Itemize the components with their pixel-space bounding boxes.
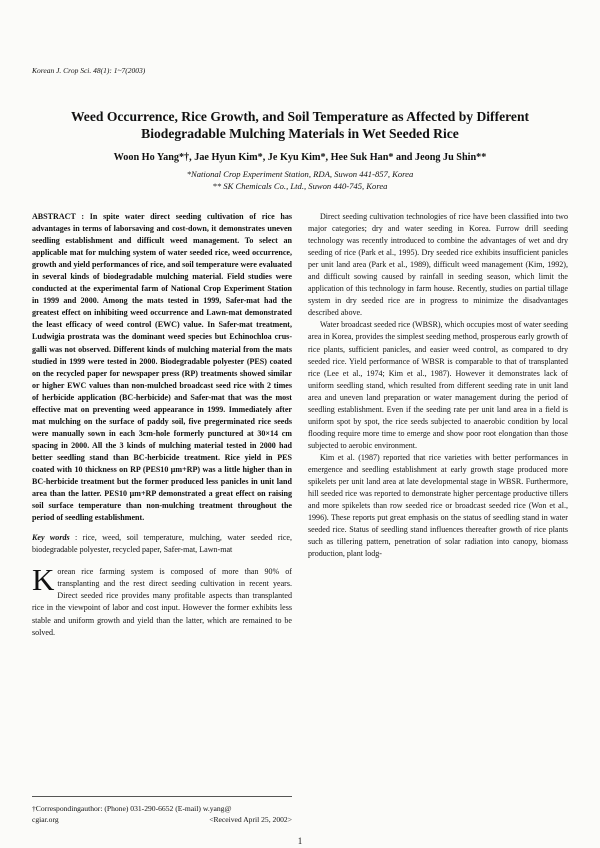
affiliation-2: ** SK Chemicals Co., Ltd., Suwon 440-745, Korea	[212, 181, 388, 191]
intro-paragraph	[32, 562, 292, 638]
keywords-label: Key words	[32, 533, 70, 543]
footnote-line-1: †Correspondingauthor: (Phone) 031-290-6652 (E-mail) w.yang@	[32, 804, 232, 813]
right-column	[308, 211, 568, 560]
author-list: Woon Ho Yang*†, Jae Hyun Kim*, Je Kyu Kim*, Hee Suk Han* and Jeong Ju Shin**	[113, 152, 487, 163]
paragraph-3: Water broadcast seeded rice (WBSR), which occupies most of water seeding area in Korea, provides the simplest seeding method, prosperous early growth of rice plants, sufficient panicles, and easier weed control, as compared to dry seeded rice. Yield performance of WBSR is comparable to that of transplanted rice (Lee et al., 1974; Kim et al., 1987). However it demonstrates lack of uniform seedling stand, which resulted from different seeding rate in unit land area and uneven land preparation or water management during the period of seedling establishment. Even if the seeding rate per unit land area in a field is uniform spot by spot, the rice seeds subjected to anaerobic condition by local flooding require more time to emerge and show poor root elongation than those subjected to aerobic environment.	[308, 320, 568, 450]
page-number: 1	[297, 836, 303, 846]
paragraph-4: Kim et al. (1987) reported that rice varieties with better performances in emergence and seedling establishment at early growth stage produced more spikelets per unit land area at late developmental stage in WBSR. Furthermore, hill seeded rice was reported to demonstrate higher percentage productive tillers and more spikelets than row seeded rice or broadcast seeded rice (Won et al., 1996). These reports put great emphasis on the status of seedling stand in water seeded rice. Status of seedling stand influences thereafter growth of rice plants such as tillering pattern, penetration of solar radiation into canopy, biomass production, plant lodg-	[308, 452, 568, 559]
footnote-email-end: cgiar.org	[32, 815, 59, 824]
footnote	[32, 796, 292, 825]
keywords	[32, 532, 292, 556]
title-line-1: Weed Occurrence, Rice Growth, and Soil Temperature as Affected by Different	[70, 109, 530, 124]
drop-cap: K	[32, 562, 55, 598]
paper-title	[40, 108, 560, 142]
paragraph-2: Direct seeding cultivation technologies of rice have been classified into two major categories; dry and water seeding in Korea. Furrow drill seeding technology was recently introduced to combine the advantages of wet and dry seeding of rice (Park et al., 1995). Dry seeded rice exhibits insufficient panicles per unit land area (Park et al., 1989), difficult weed management (Kim, 1992), and difficult sowing caused by rainfall in seeding season, which limit the application of this technology in farm house. Recently, studies on partial tillage system in dry seeded rice are in progress to minimize the disadvantages described above.	[308, 212, 568, 318]
keywords-text: : rice, weed, soil temperature, mulching, water seeded rice, biodegradable polyester, recycled paper, Safer-mat, Lawn-mat	[32, 533, 292, 555]
title-line-2: Biodegradable Mulching Materials in Wet Seeded Rice	[141, 126, 459, 141]
left-column	[32, 211, 292, 639]
abstract: ABSTRACT : In spite water direct seeding cultivation of rice has advantages in terms of laborsaving and cost-down, it demonstrates uneven seedling establishment and difficult weed management. To select an applicable mat for mulching system of water seeded rice, weed occurrence, growth and yield performances of rice, and soil temperature were evaluated in several kinds of biodegradable mulching material. Field studies were conducted at the experimental farm of National Crop Experiment Station in 1999 and 2000. Among the mats tested in 1999, Safer-mat had the greatest effect on inhibiting weed occurrence and Lawn-mat demonstrated the least efficacy of weed control (EWC) value. In Safer-mat treatment, Ludwigia prostrata was the dominant weed species but Echinochloa crus-galli was not observed. Different kinds of mulching material from the mats studied in 1999 were tested in 2000. Biodegradable polyester (PES) coated on the recycled paper for newspaper press (RP) treatments showed similar or higher EWC values than non-mulched broadcast seed rice with 2 times of herbicide application (BC-herbicide) and Safer-mat that was the most effective mat on preventing weed appearance in 1999. Immediately after mat mulching on the surface of paddy soil, five pregerminated rice seeds were manually sown in each 3cm-hole formerly punctured at 30×14 cm spacing in 2000. All the 3 kinds of mulching material tested in 2000 had better seedling stand than BC-herbicide treatment. Rice yield in PES coated with 10 thickness on RP (PES10 μm+RP) was a little higher than in BC-herbicide treatment but the former produced less panicles in unit land area than the latter. PES10 μm+RP demonstrated a great effect on raising soil surface temperature than non-mulching treatment throughout the period of seedling establishment.	[32, 212, 292, 523]
intro-text: orean rice farming system is composed of more than 90% of transplanting and the rest direct seeding cultivation in recent years. Direct seeded rice provides many profitable aspects than transplanted rice in the viewpoint of labor and cost input. However the former exhibits less stable and uniform growth and yield than the latter, which are remained to be solved.	[32, 567, 292, 637]
journal-reference: Korean J. Crop Sci. 48(1): 1~7(2003)	[32, 66, 146, 75]
affiliation-1: *National Crop Experiment Station, RDA, Suwon 441-857, Korea	[186, 169, 414, 179]
footnote-line-2	[32, 814, 292, 825]
received-date: <Received April 25, 2002>	[209, 815, 292, 824]
